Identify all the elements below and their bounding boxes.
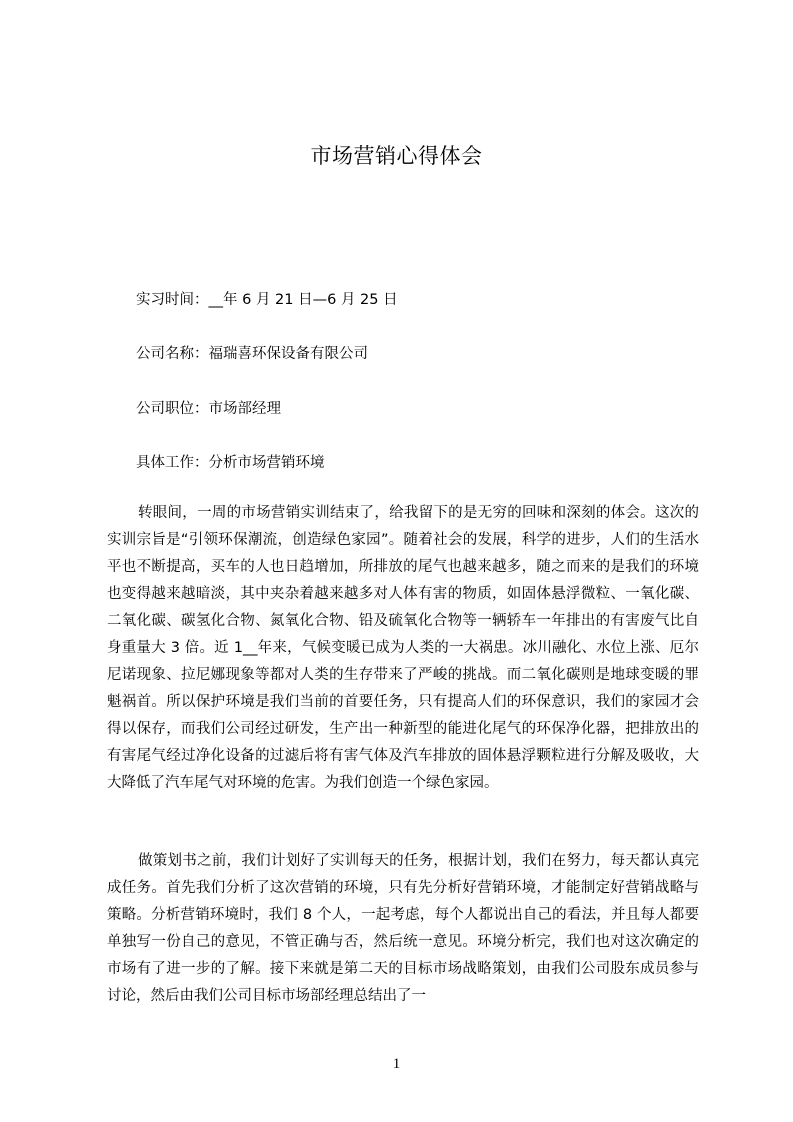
document-title: 市场营销心得体会 — [310, 144, 483, 168]
body-paragraph-2: 做策划书之前，我们计划好了实训每天的任务，根据计划，我们在努力，每天都认真完成任务。首先我们分析了这次营销的环境，只有先分析好营销环境，才能制定好营销战略与策略。分析营销环境时，我们 8 个人，一起考虑，每个人都说出自己的看法，并且每人都要单独写一份自己的意见，不管正确与否，然后统一意见。环境分析完，我们也对这次确定的市场有了进一步的了解。接下来就是第二天的目标市场战略策划，由我们公司股东成员参与讨论，然后由我们公司目标市场部经理总结出了一 — [107, 853, 699, 1004]
specific-work-line: 具体工作：分析市场营销环境 — [136, 455, 325, 471]
company-name-line: 公司名称：福瑞喜环保设备有限公司 — [136, 346, 368, 362]
page-number: 1 — [392, 1056, 401, 1072]
body-paragraph-1: 转眼间，一周的市场营销实训结束了，给我留下的是无穷的回味和深刻的体会。这次的实训宗旨是“引领环保潮流，创造绿色家园”。随着社会的发展，科学的进步，人们的生活水平也不断提高，买车的人也日趋增加，所排放的尾气也越来越多，随之而来的是我们的环境也变得越来越暗淡，其中夹杂着越来越多对人体有害的物质，如固体悬浮微粒、一氧化碳、二氧化碳、碳氢化合物、氮氧化合物、铅及硫氧化合物等一辆轿车一年排出的有害废气比自身重量大 3 倍。近 1__年来，气候变暖已成为人类的一大祸患。冰川融化、水位上涨、厄尔尼诺现象、拉尼娜现象等都对人类的生存带来了严峻的挑战。而二氧化碳则是地球变暖的罪魁祸首。所以保护环境是我们当前的首要任务，只有提高人们的环保意识，我们的家园才会得以保存，而我们公司经过研发，生产出一种新型的能进化尾气的环保净化器，把排放出的有害尾气经过净化设备的过滤后将有害气体及汽车排放的固体悬浮颗粒进行分解及吸收，大大降低了汽车尾气对环境的危害。为我们创造一个绿色家园。 — [107, 505, 699, 791]
company-position-line: 公司职位：市场部经理 — [136, 401, 281, 417]
internship-time-line: 实习时间：__年 6 月 21 日—6 月 25 日 — [136, 292, 398, 308]
